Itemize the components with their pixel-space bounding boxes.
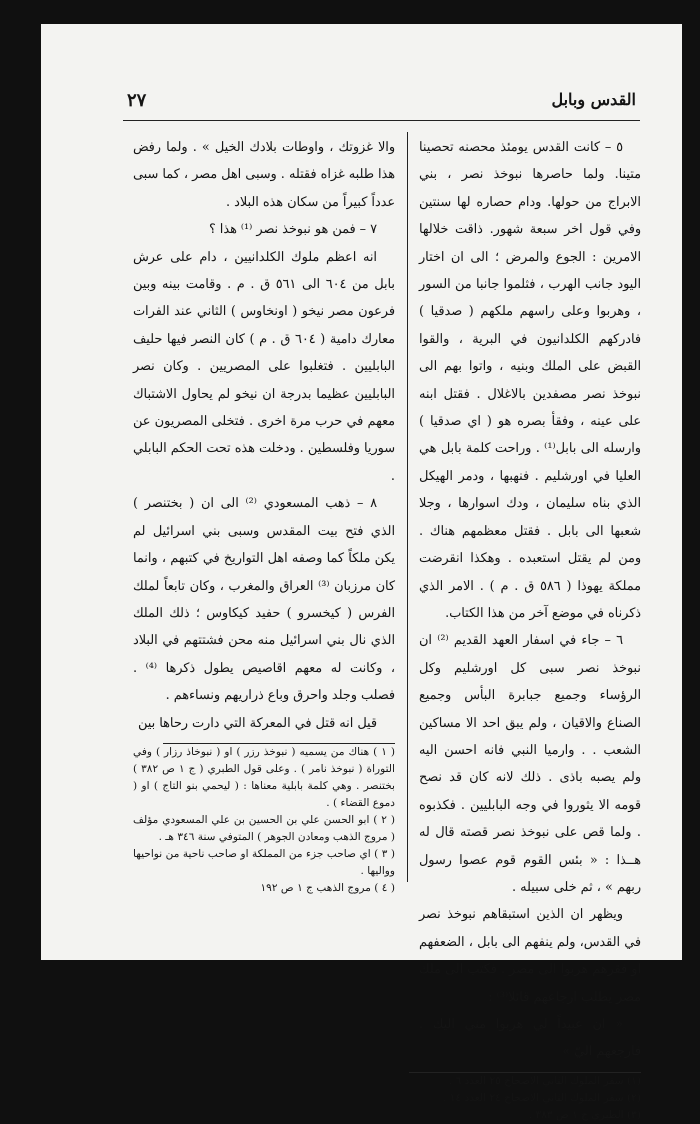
footnote-item: (٢) سفر الملوك الثاني الاصحاح ٢٤ العدد ١٤ . bbox=[443, 1091, 641, 1104]
paragraph-8: ٨ – ذهب المسعودي ⁽²⁾ الى ان ( بختنصر ) الذي فتح بيت المقدس وسبى بني اسرائيل لم يكن ملكاً كما وصفه اهل التواريخ في كتبهم ، وانما كان مرزبان ⁽³⁾ العراق والمغرب ، وكان تابعاً لملك الفرس ( كيخسرو ) حفيد كيكاوس ؛ ذلك الملك الذي نال بني اسرائيل منه محن فشتتهم في البلاد ، وكانت له معهم اقاصيص يطول ذكرها ⁽⁴⁾ . فصلب وجلد واحرق وباع ذراريهم ونساءهم . bbox=[133, 496, 395, 704]
left-column bbox=[133, 134, 395, 897]
paragraph-6: ٦ – جاء في اسفار العهد القديم ⁽²⁾ ان نبوخذ نصر سبى كل اورشليم وكل الرؤساء وجميع جبابرة البأس وجميع الصناع والاقيان ، ولم يبق احد الا مساكين الشعب . . وارميا النبي فانه احسن اليه ولم يصبه باذى . ذلك لانه كان قد نصح قومه الا يثوروا في وجه البابليين . فكذبوه . ولما قص على نبوخذ نصر قصته قال له هــذا : « بئس القوم قوم عصوا رسول ربهم » ، ثم خلى سبيله . bbox=[419, 633, 641, 895]
paragraph-8-continued: قيل انه قتل في المعركة التي دارت رحاها بين bbox=[138, 715, 377, 731]
right-column bbox=[419, 134, 641, 1124]
column-divider bbox=[407, 132, 408, 882]
right-footnotes bbox=[419, 1072, 641, 1124]
footnote-item: (٣) الطبري ج ١ ص ٣٨٣ . bbox=[528, 1108, 641, 1121]
header-rule bbox=[123, 120, 640, 121]
quote-line: « ان عبيداً لي هربوا مني اليك . فارجعهم اليّ » bbox=[419, 1017, 641, 1060]
book-page bbox=[41, 24, 682, 1121]
section-heading-7: ٧ – فمن هو نبوخذ نصر ⁽¹⁾ هذا ؟ bbox=[208, 222, 377, 238]
footnote-item: (١) سفر الملوك الثاني الاصحاح ٢٥ العدد ٦ . bbox=[448, 1074, 641, 1087]
footnote-item: ( ٣ ) اي صاحب جزء من المملكة او صاحب ناحية من نواحيها وواليها . bbox=[133, 847, 395, 877]
page-number: ٢٧ bbox=[127, 90, 147, 111]
running-title: القدس وبابل bbox=[551, 90, 636, 109]
paragraph-7: انه اعظم ملوك الكلدانيين ، دام على عرش بابل من ٦٠٤ الى ٥٦١ ق . م . وقامت بينه وبين فرعون مصر نيخو ( اونخاوس ) الثاني عند الفرات معارك دامية ( ٦٠٤ ق . م ) كان النصر فيها حليف البابليين . فتغلبوا على المصريين . وكان نصر البابليين عظيما بدرجة ان نيخو لم يحاول الاشتباك معهم في حرب مرة اخرى . فتخلى المصريون عن سوريا وفلسطين . ودخلت هذه تحت الحكم البابلي . bbox=[133, 249, 395, 484]
footnote-item: ( ١ ) هناك من يسميه ( نبوخذ رزر ) او ( نبوخاذ رزار ) وفي التوراة ( نبوخذ نامر ) . وعلى قول الطبري ( ج ١ ص ٣٨٢ ) بختنصر . وهي كلمة بابلية معناها : ( ليحمي بنو التاج ) او ( دموع القضاء ) . bbox=[133, 745, 395, 809]
paragraph-6-continued: ويظهر ان الذين استبقاهم نبوخذ نصر في القدس، ولم ينفهم الى بابل ، الضعفهم او فقرهم هربوا الى مصر . فكتب الى ملك مصر يطلب ارجاعهم قائلا⁽³⁾ : bbox=[419, 907, 641, 1005]
footnote-item: ( ٢ ) ابو الحسن علي بن الحسين بن علي المسعودي مؤلف ( مروج الذهب ومعادن الجوهر ) المتوفي سنة ٣٤٦ هـ . bbox=[133, 813, 395, 843]
footnote-item: ( ٤ ) مروج الذهب ج ١ ص ١٩٢ bbox=[260, 881, 395, 894]
left-footnotes bbox=[133, 743, 395, 897]
paragraph-continuation: والا غزوتك ، واوطات بلادك الخيل » . ولما رفض هذا طلبه غزاه فقتله . وسبى اهل مصر ، كما سبى عدداً كبيراً من سكان هذه البلاد . bbox=[133, 140, 395, 210]
page-header bbox=[127, 90, 636, 114]
paragraph-5: ٥ – كانت القدس يومئذ محصنه تحصينا متينا. ولما حاصرها نبوخذ نصر ، بني الابراج من حولها. ودام حصاره لها سنتين وفي قول اخر سبعة شهور. ذاقت خلالها الامرين : الجوع والمرض ؛ الى ان اختار اليود جانب الهرب ، فثلموا جانبا من السور ، وهربوا وعلى راسهم ملكهم ( صدقيا ) فادركهم الكلدانيون في البرية ، والقوا القبض على الملك وبنيه ، واتوا بهم الى نبوخذ نصر مصفدين بالاغلال . فقتل ابنه على عينه ، وفقأ بصره هو ( اي صدقيا ) وارسله الى بابل⁽¹⁾ . وراحت كلمة بابل هي العليا في اورشليم . فنهبها ، ودمر الهيكل الذي بناه سليمان ، ودك اسوارها ، وجلا شعبها الى بابل . فقتل معظمهم هناك . ومن لم يقتل استعبده . وهكذا انقرضت مملكة يهوذا ( ٥٨٦ ق . م ) . الامر الذي ذكرناه في موضع آخر من هذا الكتاب. bbox=[419, 140, 641, 621]
